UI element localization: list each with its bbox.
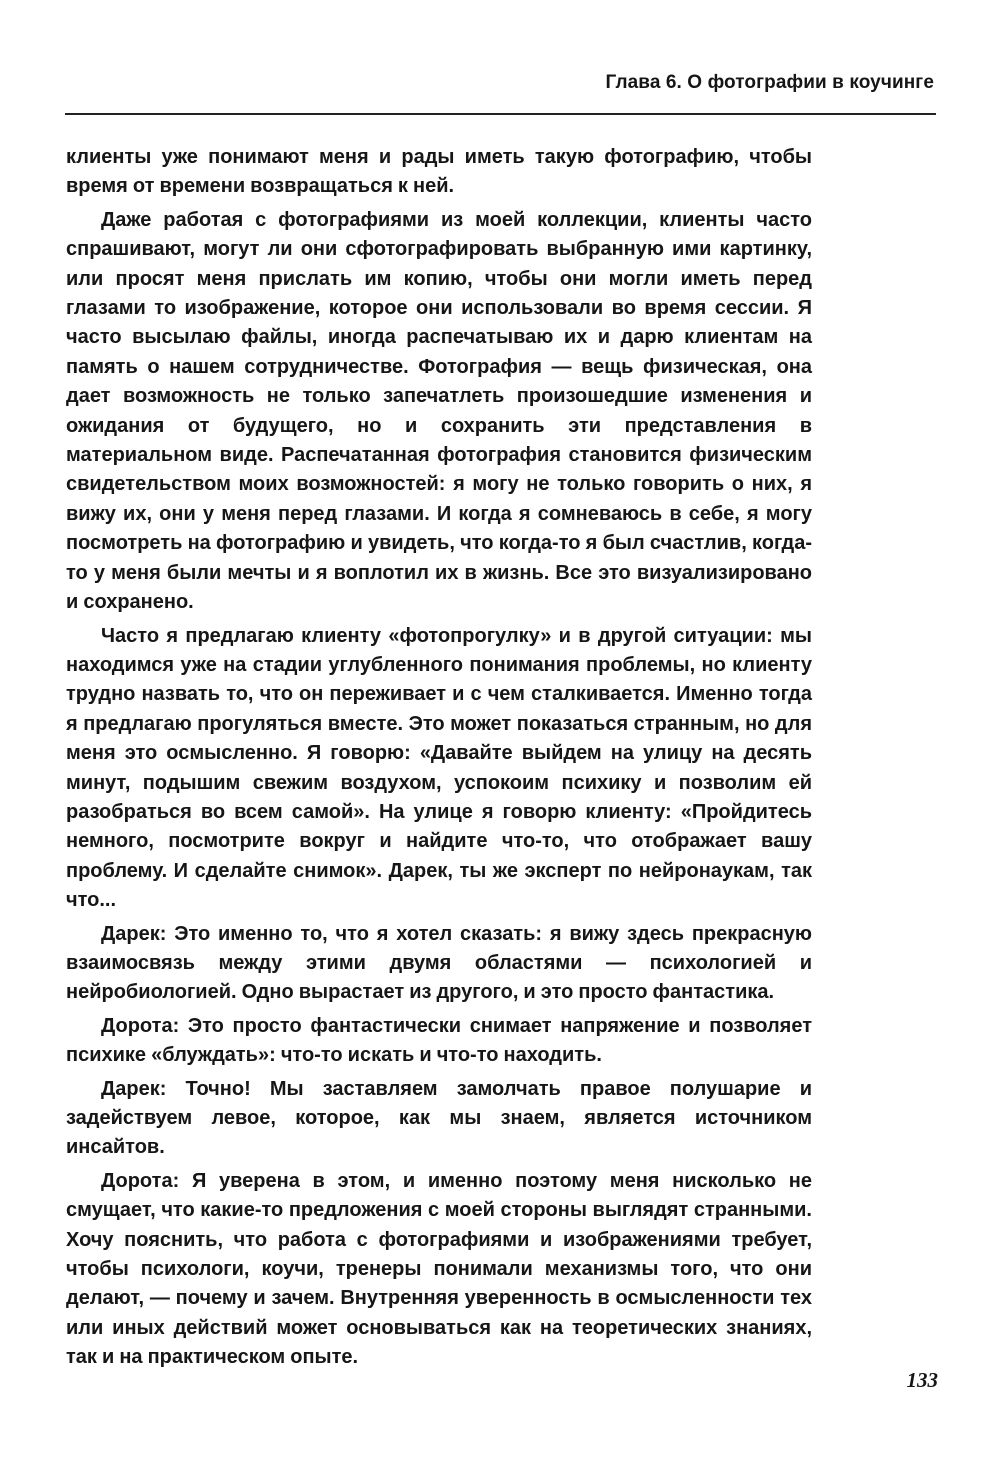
paragraph-text: клиенты уже понимают меня и рады иметь такую фотографию, чтобы время от времени возвращаться к ней.: [66, 146, 812, 198]
page-number: 133: [906, 1368, 938, 1392]
paragraph: [66, 622, 812, 916]
dialogue-paragraph: [66, 1075, 812, 1163]
paragraph-text: Это именно то, что я хотел сказать: я вижу здесь прекрасную взаимосвязь между этими двумя областями — психологией и нейробиологией. Одно вырастает из другого, и это просто фантастика.: [66, 922, 812, 1004]
paragraph-text: Это просто фантастически снимает напряжение и позволяет психике «блуждать»: что-то искать и что-то находить.: [66, 1014, 813, 1067]
paragraph-text: Я уверена в этом, и именно поэтому меня нисколько не смущает, что какие-то предложения с моей стороны выглядят странными. Хочу пояснить, что работа с фотографиями и изображениями требует, чтобы психологи, коучи, тренеры понимали механизмы того, что они делают, — почему и зачем. Внутренняя уверенность в осмысленности тех или иных действий может основываться как на теоретических знаниях, так и на практическом опыте.: [66, 1169, 812, 1369]
paragraph-text: Точно! Мы заставляем замолчать правое полушарие и задействуем левое, которое, как мы знаем, является источником инсайтов.: [66, 1077, 812, 1159]
header-rule: [65, 113, 936, 115]
running-head: Глава 6. О фотографии в коучинге: [605, 72, 934, 93]
paragraph: [66, 143, 812, 202]
speaker-name: Дорота:: [101, 1169, 180, 1192]
dialogue-paragraph: [66, 920, 812, 1008]
speaker-name: Дарек:: [101, 922, 167, 945]
speaker-name: Дорота:: [101, 1014, 180, 1037]
paragraph: [66, 206, 812, 618]
speaker-name: Дарек:: [101, 1077, 167, 1100]
paragraph-text: Часто я предлагаю клиенту «фотопрогулку» и в другой ситуации: мы находимся уже на стадии углубленного понимания проблемы, но клиенту трудно назвать то, что он переживает и с чем сталкивается. Именно тогда я предлагаю прогуляться вместе. Это может показаться странным, но для меня это осмысленно. Я говорю: «Давайте выйдем на улицу на десять минут, подышим свежим воздухом, успокоим психику и позволим ей разобраться во всем самой». На улице я говорю клиенту: «Пройдитесь немного, посмотрите вокруг и найдите что-то, что отображает вашу проблему. И сделайте снимок». Дарек, ты же эксперт по нейронаукам, так что...: [66, 624, 812, 912]
paragraph-text: Даже работая с фотографиями из моей коллекции, клиенты часто спрашивают, могут ли они сфотографировать выбранную ими картинку, или просят меня прислать им копию, чтобы они могли иметь перед глазами то изображение, которое они использовали во время сессии. Я часто высылаю файлы, иногда распечатываю их и дарю клиентам на память о нашем сотрудничестве. Фотография — вещь физическая, она дает возможность не только запечатлеть произошедшие изменения и ожидания от будущего, но и сохранить эти представления в материальном виде. Распечатанная фотография становится физическим свидетельством моих возможностей: я могу не только говорить о них, я вижу их, они у меня перед глазами. И когда я сомневаюсь в себе, я могу посмотреть на фотографию и увидеть, что когда-то я был счастлив, когда-то у меня были мечты и я воплотил их в жизнь. Все это визуализировано и сохранено.: [66, 208, 812, 614]
dialogue-paragraph: [66, 1167, 812, 1373]
body-text: [66, 143, 812, 1377]
dialogue-paragraph: [66, 1012, 812, 1071]
